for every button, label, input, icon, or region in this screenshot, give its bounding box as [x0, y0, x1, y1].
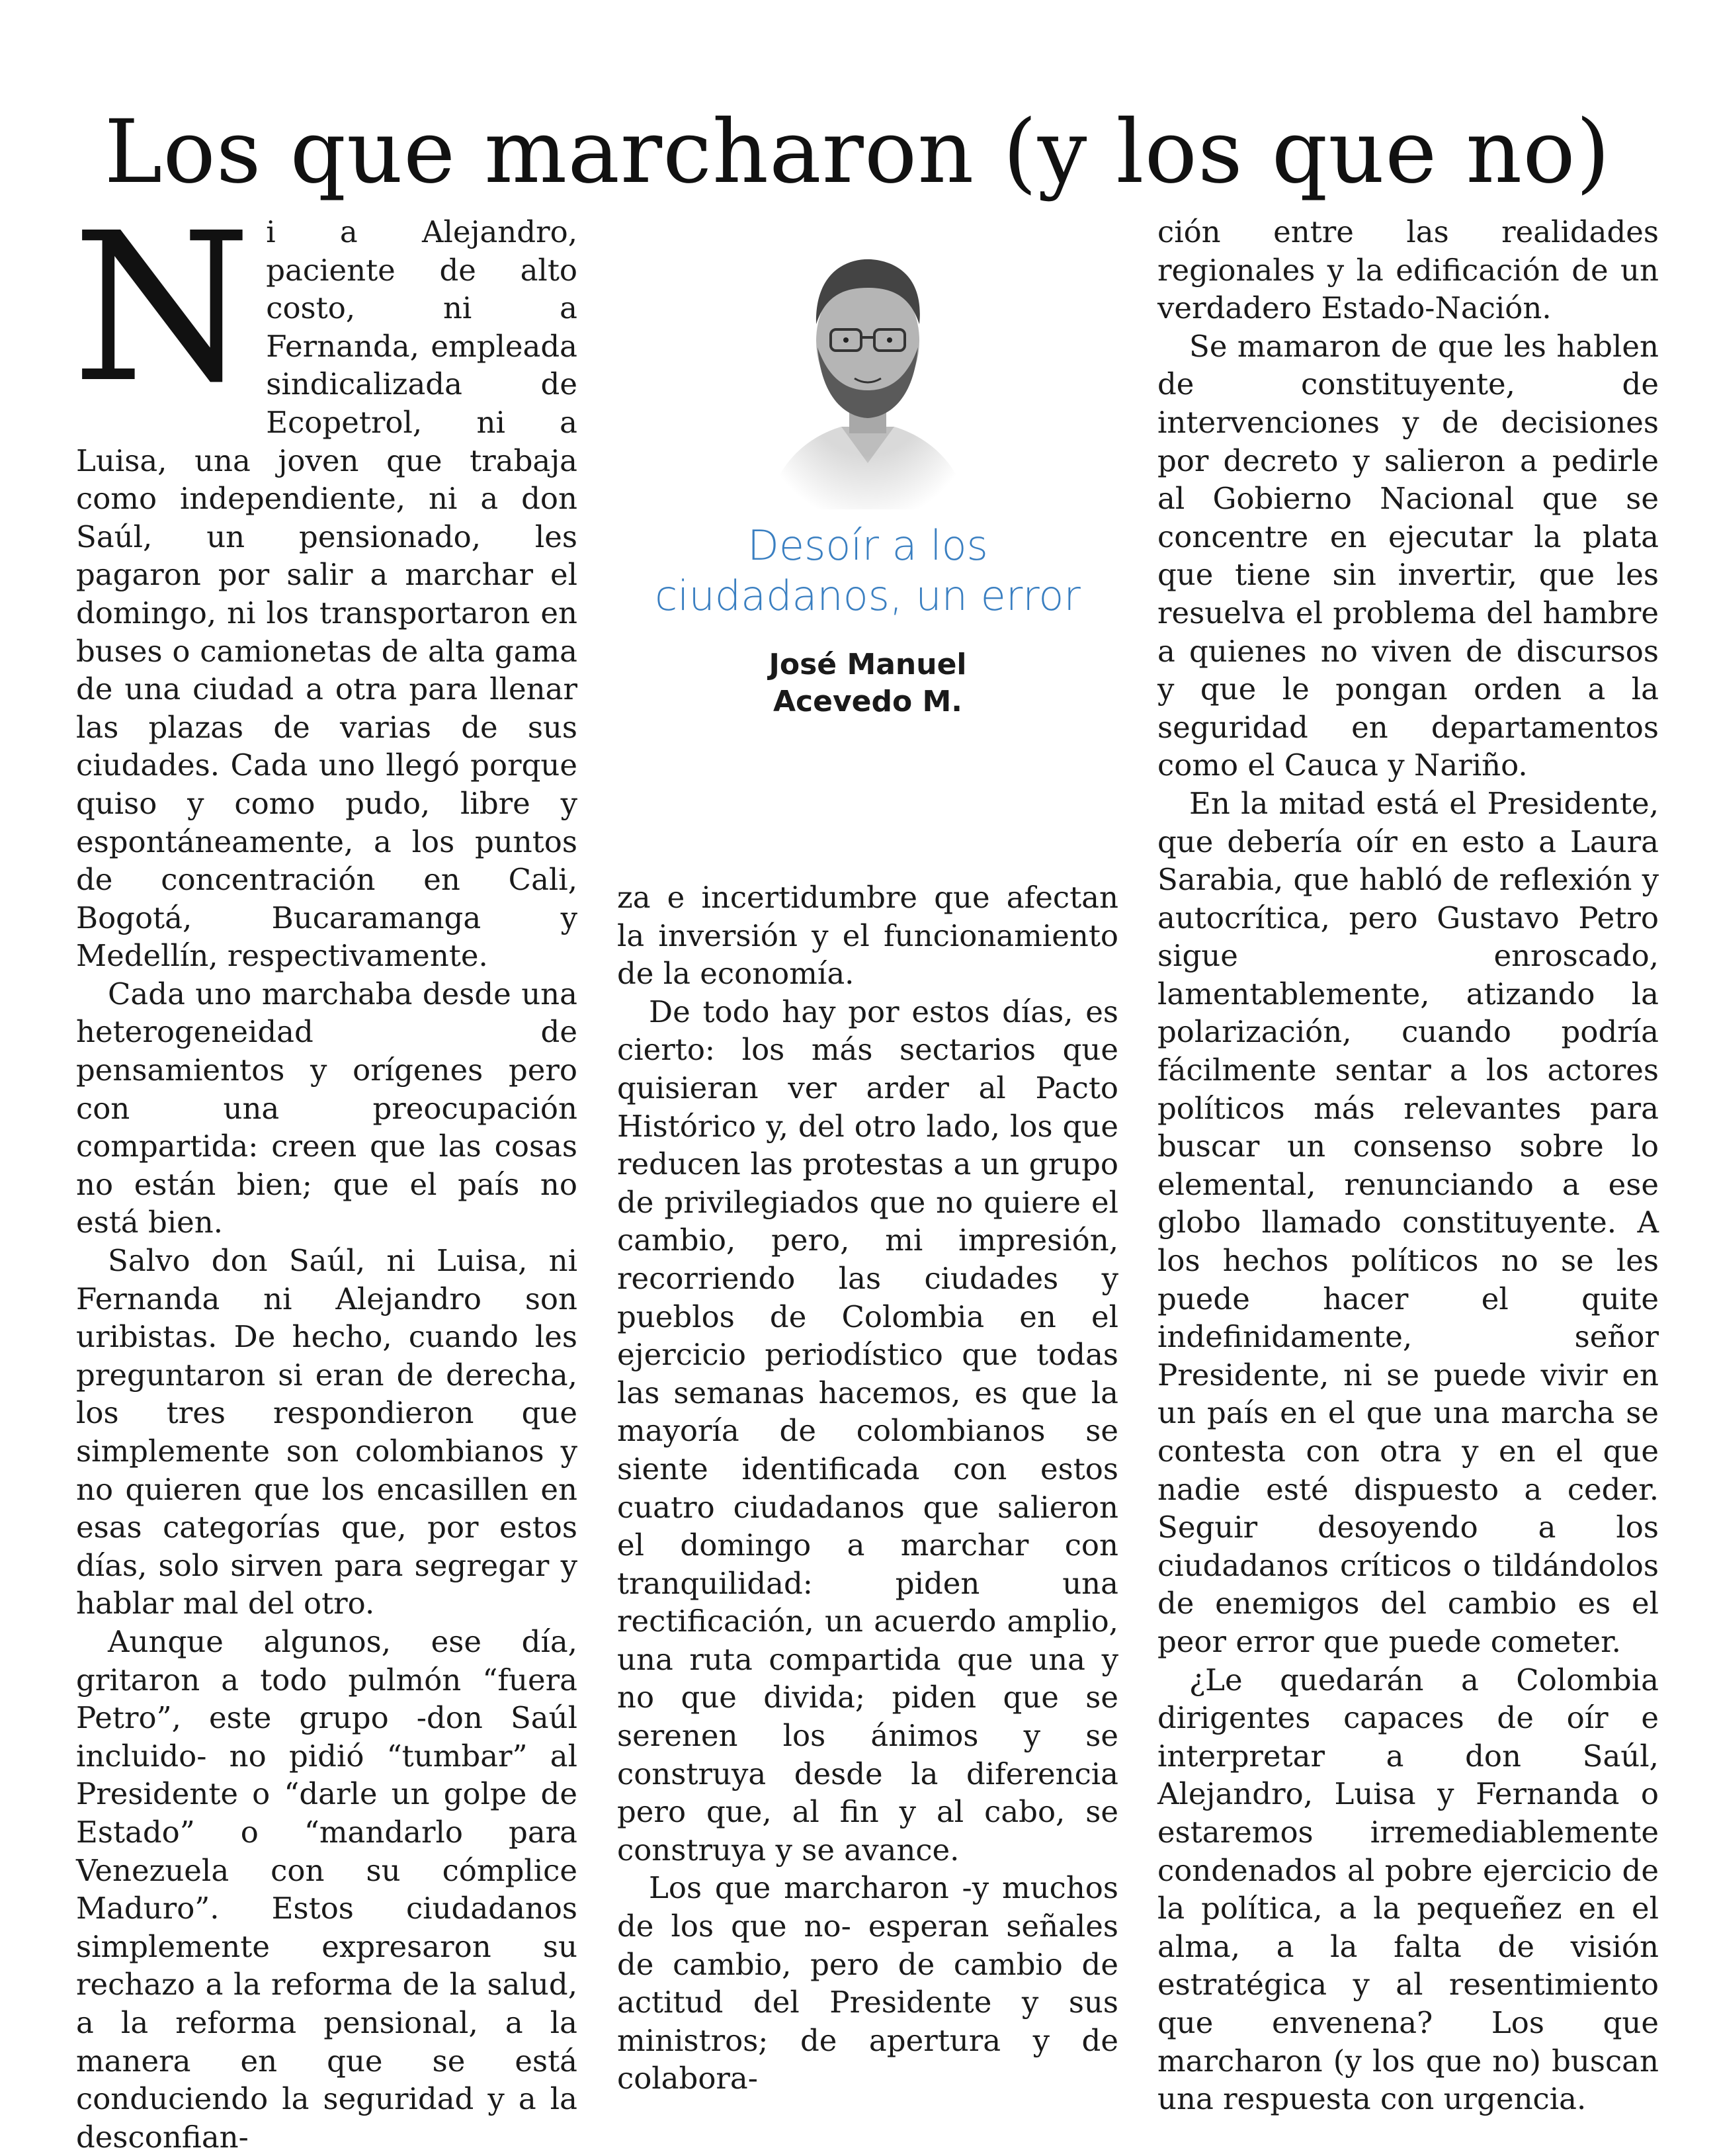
- author-name-line: Acevedo M.: [773, 685, 963, 718]
- author-name-line: José Manuel: [769, 648, 967, 681]
- article-paragraph: Cada uno marchaba desde una heterogeneidad de pensamientos y orígenes pero con una preocupación compartida: creen que las cosas no están bien; que el país no está bien.: [76, 976, 577, 1240]
- column-title-line: Desoír a los: [747, 521, 988, 570]
- article-paragraph: Los que marcharon -y muchos de los que no- esperan señales de cambio, pero de cambio de actitud del Presidente y sus ministros; de apertura y de colabora-: [617, 1870, 1118, 2096]
- article-column-middle: [617, 879, 1118, 2098]
- article-paragraph: Aunque algunos, ese día, gritaron a todo pulmón “fuera Petro”, este grupo -don Saúl incluido- no pidió “tumbar” al Presidente o “darle un golpe de Estado” o “mandarlo para Venezuela con su cómplice Maduro”. Estos ciudadanos simplemente expresaron su rechazo a la reforma de la salud, a la reforma pensional, a la manera en que se está conduciendo la seguridad y a la desconfian-: [76, 1623, 577, 2155]
- article-paragraph: ¿Le quedarán a Colombia dirigentes capaces de oír e interpretar a don Saúl, Alejandro, Luisa y Fernanda o estaremos irremediablemente condenados al pobre ejercicio de la política, a la pequeñez en el alma, a la falta de visión estratégica y al resentimiento que envenena? Los que marcharon (y los que no) buscan una respuesta con urgencia.: [1157, 1662, 1659, 2117]
- article-column-right: [1157, 213, 1659, 2118]
- drop-cap: N: [72, 189, 252, 428]
- article-paragraph: En la mitad está el Presidente, que debería oír en esto a Laura Sarabia, que habló de reflexión y autocrítica, pero Gustavo Petro sigue enroscado, lamentablemente, atizando la polarización, cuando podría fácilmente sentar a los actores políticos más relevantes para buscar un consenso sobre lo elemental, renunciando a ese globo llamado constituyente. A los hechos políticos no se les puede hacer el quite indefinidamente, señor Presidente, ni se puede vivir en un país en el que una marcha se contesta con otra y en el que nadie esté dispuesto a ceder. Seguir desoyendo a los ciudadanos críticos o tildándolos de enemigos del cambio es el peor error que puede cometer.: [1157, 785, 1659, 1659]
- article-paragraph: De todo hay por estos días, es cierto: los más sectarios que quisieran ver arder al Pacto Histórico y, del otro lado, los que reducen las protestas a un grupo de privilegiados que no quiere el cambio, pero, mi impresión, recorriendo las ciudades y pueblos de Colombia en el ejercicio periodístico que todas las semanas hacemos, es que la mayoría de colombianos se siente identificada con estos cuatro ciudadanos que salieron el domingo a marchar con tranquilidad: piden una rectificación, un acuerdo amplio, una ruta compartida que una y no que divida; piden que se serenen los ánimos y se construya desde la diferencia pero que, al fin y al cabo, se construya y se avance.: [617, 994, 1118, 1868]
- article-paragraph: ción entre las realidades regionales y la edificación de un verdadero Estado-Nación.: [1157, 214, 1659, 326]
- columnist-box: [617, 213, 1118, 848]
- column-title: [617, 521, 1118, 621]
- article-paragraph: Salvo don Saúl, ni Luisa, ni Fernanda ni Alejandro son uribistas. De hecho, cuando les preguntaron si eran de derecha, los tres respondieron que simplemente son colombianos y no quieren que los encasillen en esas categorías que, por estos días, solo sirven para segregar y hablar mal del otro.: [76, 1243, 577, 1621]
- article-column-left: [72, 189, 577, 2156]
- paragraph-text: i a Alejandro, paciente de alto costo, ni a Fernanda, empleada sindicalizada de Ecopetrol, ni a Luisa, una joven que trabaja como independiente, ni a don Saúl, un pensionado, les pagaron por salir a marchar el domingo, ni los transportaron en buses o camionetas de alta gama de una ciudad a otra para llenar las plazas de varias de sus ciudades. Cada uno llegó porque quiso y como pudo, libre y espontáneamente, a los puntos de concentración en Cali, Bogotá, Bucaramanga y Medellín, respectivamente.: [76, 214, 577, 974]
- article-paragraph: [72, 189, 577, 975]
- author-byline: [617, 646, 1118, 720]
- author-portrait: [762, 225, 974, 509]
- column-title-line: ciudadanos, un error: [655, 572, 1081, 620]
- article-paragraph: za e incertidumbre que afectan la inversión y el funcionamiento de la economía.: [617, 880, 1118, 992]
- article-paragraph: Se mamaron de que les hablen de constituyente, de intervenciones y de decisiones por decreto y salieron a pedirle al Gobierno Nacional que se concentre en ejecutar la plata que tiene sin invertir, que les resuelva el problema del hambre a quienes no viven de discursos y que le pongan orden a la seguridad en departamentos como el Cauca y Nariño.: [1157, 328, 1659, 783]
- headline: Los que marcharon (y los que no): [104, 101, 1611, 204]
